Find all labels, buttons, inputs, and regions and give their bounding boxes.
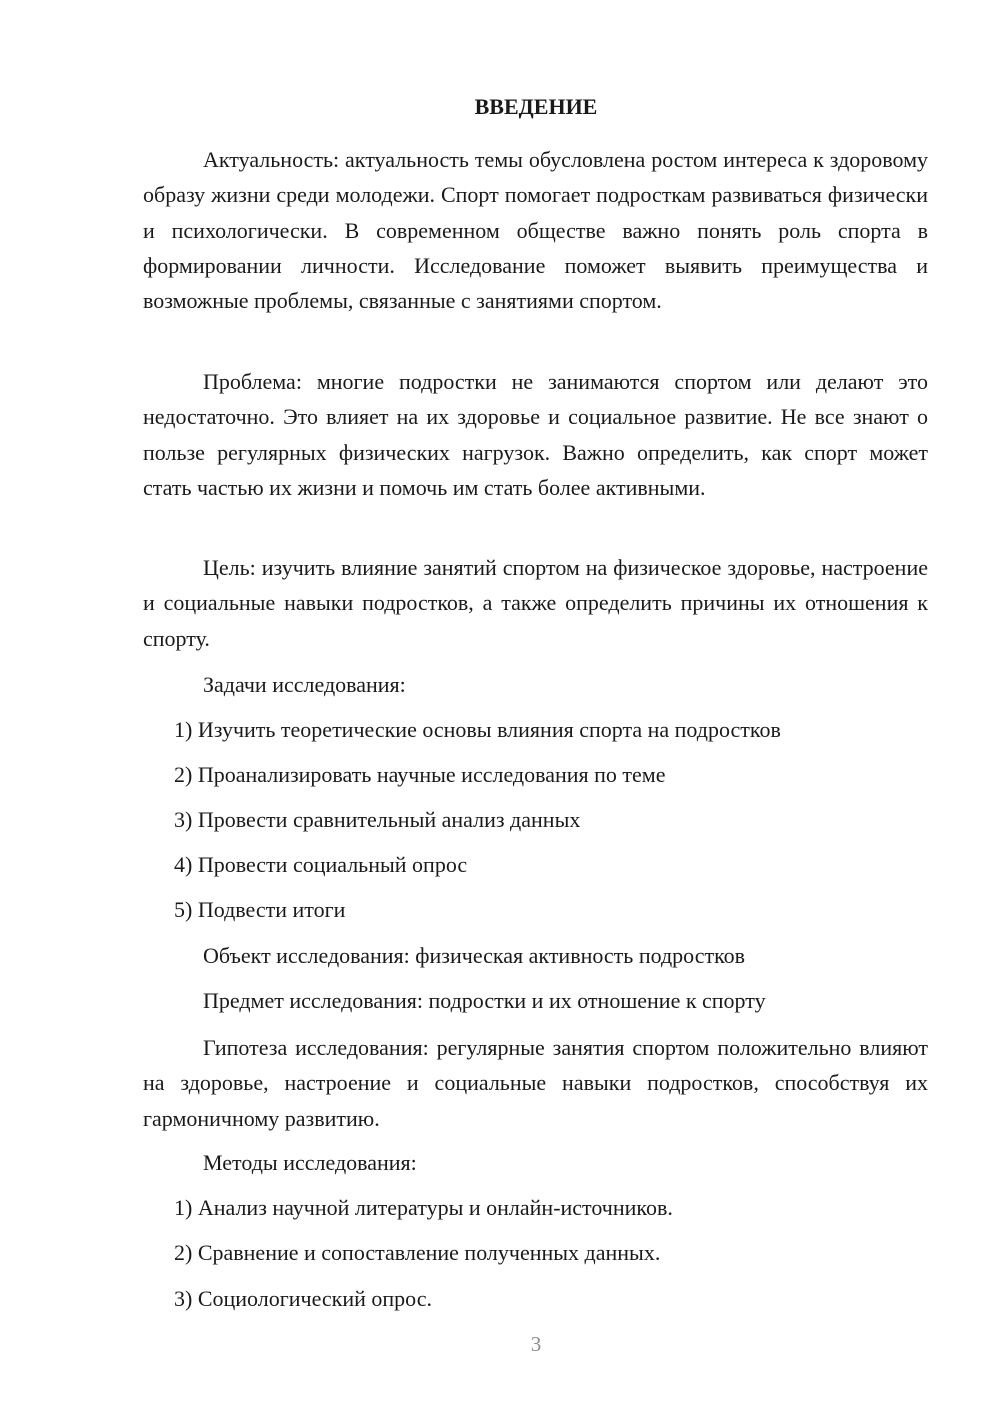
task-item: 2) Проанализировать научные исследования по теме [174, 762, 666, 787]
goal-paragraph: Цель: изучить влияние занятий спортом на физическое здоровье, настроение и социальные навыки подростков, а также определить причины их отношения к спорту. [143, 555, 928, 651]
task-item: 3) Провести сравнительный анализ данных [174, 807, 581, 832]
task-item: 4) Провести социальный опрос [174, 852, 468, 877]
method-item: 2) Сравнение и сопоставление полученных данных. [174, 1240, 661, 1265]
problem-paragraph: Проблема: многие подростки не занимаются спортом или делают это недостаточно. Это влияет на их здоровье и социальное развитие. Не все знают о пользе регулярных физических нагрузок. Важно определить, как спорт может стать частью их жизни и помочь им стать более активными. [143, 369, 928, 500]
tasks-heading: Задачи исследования: [203, 672, 406, 697]
method-item: 1) Анализ научной литературы и онлайн-источников. [174, 1195, 673, 1220]
subject-line: Предмет исследования: подростки и их отношение к спорту [203, 988, 766, 1013]
object-line: Объект исследования: физическая активность подростков [203, 943, 746, 968]
method-item: 3) Социологический опрос. [174, 1286, 432, 1311]
page-number: 3 [530, 1332, 542, 1356]
methods-heading: Методы исследования: [203, 1150, 417, 1175]
hypothesis-paragraph: Гипотеза исследования: регулярные занятия спортом положительно влияют на здоровье, настроение и социальные навыки подростков, способствуя их гармоничному развитию. [143, 1035, 928, 1131]
task-item: 1) Изучить теоретические основы влияния спорта на подростков [174, 717, 781, 742]
page-title: ВВЕДЕНИЕ [474, 94, 598, 119]
task-item: 5) Подвести итоги [174, 897, 346, 922]
relevance-paragraph: Актуальность: актуальность темы обусловлена ростом интереса к здоровому образу жизни среди молодежи. Спорт помогает подросткам развиваться физически и психологически. В современном обществе важно понять роль спорта в формировании личности. Исследование поможет выявить преимущества и возможные проблемы, связанные с занятиями спортом. [143, 147, 928, 314]
